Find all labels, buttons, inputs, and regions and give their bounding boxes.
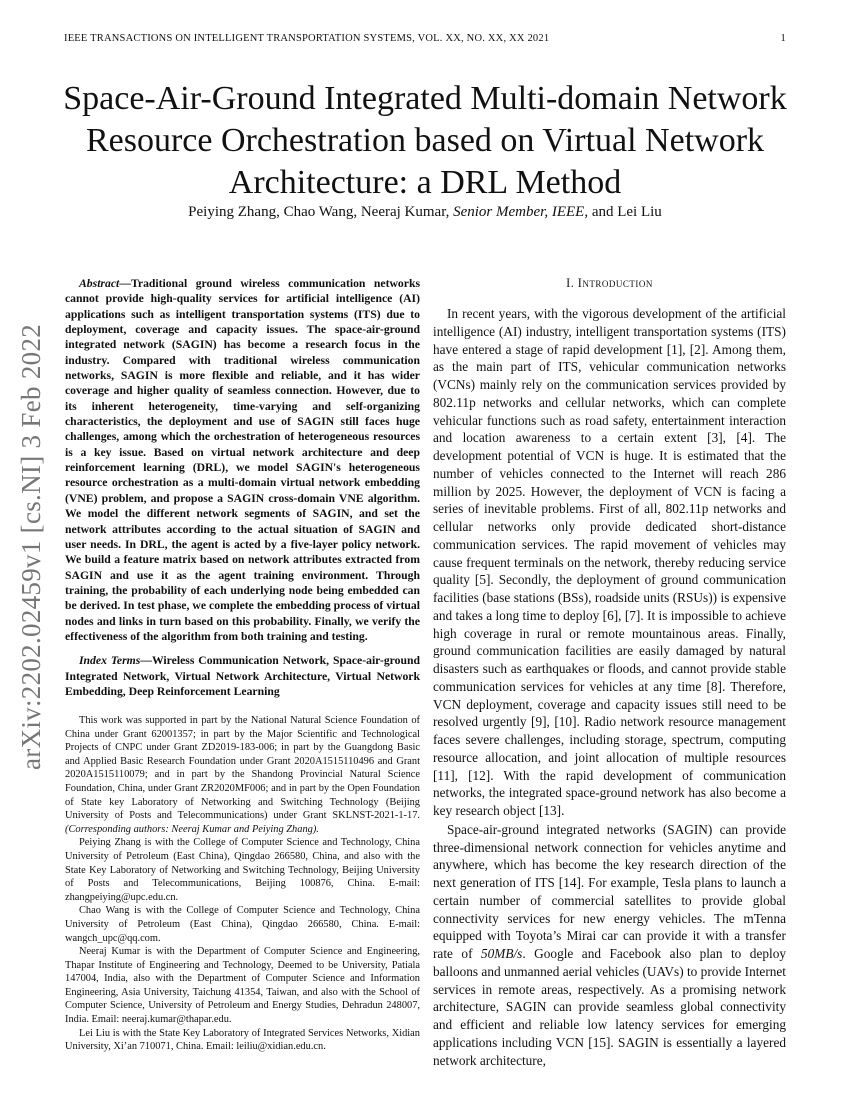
- abstract-label: Abstract: [79, 277, 120, 290]
- title-line: Resource Orchestration based on Virtual Network: [85, 122, 765, 159]
- paragraph-text: . Google and Facebook also plan to deploy balloons and unmanned aerial vehicles (UAVs) to provide Internet services in remote areas, respectively. As a promising network architecture, SAGIN can provide seamless global connectivity and efficient and reliable low latency services for emerging applications including VCN [15]. SAGIN is essentially a layered network architecture,: [433, 946, 786, 1068]
- funding-footnote: [65, 714, 420, 836]
- section-heading: [433, 276, 786, 291]
- index-terms-label: Index Terms: [79, 654, 141, 668]
- author-list: [40, 204, 810, 221]
- index-terms: [65, 653, 420, 699]
- author-membership: Senior Member, IEEE: [453, 204, 585, 220]
- math-expression: 50MB/s: [480, 946, 523, 961]
- arxiv-stamp: arXiv:2202.02459v1 [cs.NI] 3 Feb 2022: [16, 323, 46, 770]
- running-header: [64, 33, 786, 44]
- left-column: [65, 276, 420, 1053]
- intro-paragraph-2: [433, 821, 786, 1070]
- affiliation-wang: Chao Wang is with the College of Computer Science and Technology, China University of Petroleum (East China), Qingdao 266580, China. E-mail: wangch_upc@qq.com.: [65, 905, 420, 944]
- footnotes: [65, 714, 420, 1054]
- page-number: 1: [780, 33, 786, 44]
- paper-title: [40, 78, 810, 204]
- abstract-text: —Traditional ground wireless communication networks cannot provide high-quality services for artificial intelligence (AI) applications such as intelligent transportation systems (ITS) due to deployment, coverage and capacity issues. The space-air-ground integrated network (SAGIN) has become a research focus in the industry. Compared with traditional wireless communication networks, SAGIN is more flexible and reliable, and it has wider coverage and higher quality of seamless connection. However, due to its inherent heterogeneity, time-varying and self-organizing characteristics, the deployment and use of SAGIN still faces huge challenges, among which the orchestration of heterogeneous resources is a key issue. Based on virtual network architecture and deep reinforcement learning (DRL), we model SAGIN's heterogeneous resource orchestration as a multi-domain virtual network embedding (VNE) problem, and propose a SAGIN cross-domain VNE algorithm. We model the different network segments of SAGIN, and set the network attributes according to the actual situation of SAGIN and user needs. In DRL, the agent is acted by a five-layer policy network. We build a feature matrix based on network attributes extracted from SAGIN and use it as the agent training environment. Through training, the probability of each underlying node being embedded can be derived. In test phase, we complete the embedding process of virtual nodes and links in turn based on this probability. Finally, we verify the effectiveness of the algorithm from both training and testing.: [65, 277, 420, 643]
- author-names: Peiying Zhang, Chao Wang, Neeraj Kumar,: [188, 204, 454, 220]
- index-terms-text: —Wireless Communication Network, Space-air-ground Integrated Network, Virtual Network Architecture, Virtual Network Embedding, Deep Reinforcement Learning: [65, 654, 420, 698]
- abstract: [65, 276, 420, 644]
- affiliation-liu: Lei Liu is with the State Key Laboratory of Integrated Services Networks, Xidian University, Xi’an 710071, China. Email: leiliu@xidian.edu.cn.: [65, 1027, 420, 1053]
- paragraph-text: Space-air-ground integrated networks (SAGIN) can provide three-dimensional network connection for vehicles anytime and anywhere, which has become the key research direction of the next generation of ITS [14]. For example, Tesla plans to launch a certain number of commercial satellites to provide global connectivity services for new energy vehicles. The mTenna equipped with Toyota’s Mirai car can provide it with a transfer rate of: [433, 821, 786, 961]
- author-names-rest: , and Lei Liu: [584, 204, 662, 220]
- funding-text: This work was supported in part by the National Natural Science Foundation of China under Grant 62001357; in part by the Major Scientific and Technological Projects of CNPC under Grant ZD2019-183-006; in part by the Guangdong Basic and Applied Basic Research Foundation under Grant 2020A1515110496 and Grant 2020A1515110079; and in part by the Shandong Provincial Natural Science Foundation, China, under Grant ZR2020MF006; and in part by the Open Foundation of State key Laboratory of Networking and Switching Technology (Beijing University of Posts and Telecommunications) under Grant SKLNST-2021-1-17.: [65, 715, 420, 822]
- affiliation-kumar: Neeraj Kumar is with the Department of Computer Science and Engineering, Thapar Institute of Engineering and Technology, Deemed to be University, Patiala 147004, India, also with the Department of Computer Science and Information Engineering, Asia University, Taichung 41354, Taiwan, and also with the School of Computer Science, University of Petroleum and Energy Studies, Dehradun 248007, India. Email: neeraj.kumar@thapar.edu.: [65, 946, 420, 1026]
- section-title: Introduction: [577, 276, 653, 290]
- title-line: Architecture: a DRL Method: [228, 164, 622, 201]
- corresponding-authors: (Corresponding authors: Neeraj Kumar and Peiying Zhang).: [65, 823, 319, 835]
- right-column: [433, 276, 786, 1069]
- intro-paragraph-1: In recent years, with the vigorous development of the artificial intelligence (AI) industry, intelligent transportation systems (ITS) have entered a stage of rapid development [1], [2]. Among them, as the main part of ITS, vehicular communication networks (VCNs) mainly rely on the communication services provided by 802.11p networks and cellular networks, which can complete vehicular functions such as road safety, entertainment interaction and location awareness to a certain extent [3], [4]. The development potential of VCN is huge. It is estimated that the number of vehicles connected to the Internet will reach 286 million by 2025. However, the deployment of VCN is facing a series of inevitable problems. First of all, 802.11p networks and cellular networks only provide dedicated short-distance communication services. The rapid movement of vehicles may cause frequent terminals on the network, thereby reducing service quality [5]. Secondly, the deployment of ground communication facilities (base stations (BSs), roadside units (RSUs)) is expensive and takes a long time to deploy [6], [7]. It is impossible to achieve high coverage in rural or remote mountainous areas. Finally, ground communication facilities are easily damaged by natural disasters such as earthquakes or floods, and cannot provide stable communication services for vehicles at any time [8]. Therefore, VCN deployment, coverage and capacity issues still need to be resolved urgently [9], [10]. Radio network resource management faces severe challenges, including storage, spectrum, computing resource allocation, and joint allocation of multiple resources [11], [12]. With the rapid development of communication networks, the integrated space-ground network has also become a key research object [13].: [433, 306, 786, 818]
- journal-name: IEEE TRANSACTIONS ON INTELLIGENT TRANSPORTATION SYSTEMS, VOL. XX, NO. XX, XX 2021: [64, 33, 550, 44]
- section-numeral: I.: [566, 276, 578, 290]
- title-line: Space-Air-Ground Integrated Multi-domain Network: [63, 80, 787, 117]
- affiliation-zhang: Peiying Zhang is with the College of Computer Science and Technology, China University of Petroleum (East China), Qingdao 266580, China, and also with the State Key Laboratory of Networking and Switching Technology, Beijing University of Posts and Telecommunications, Beijing 100876, China. E-mail: zhangpeiying@upc.edu.cn.: [65, 837, 420, 903]
